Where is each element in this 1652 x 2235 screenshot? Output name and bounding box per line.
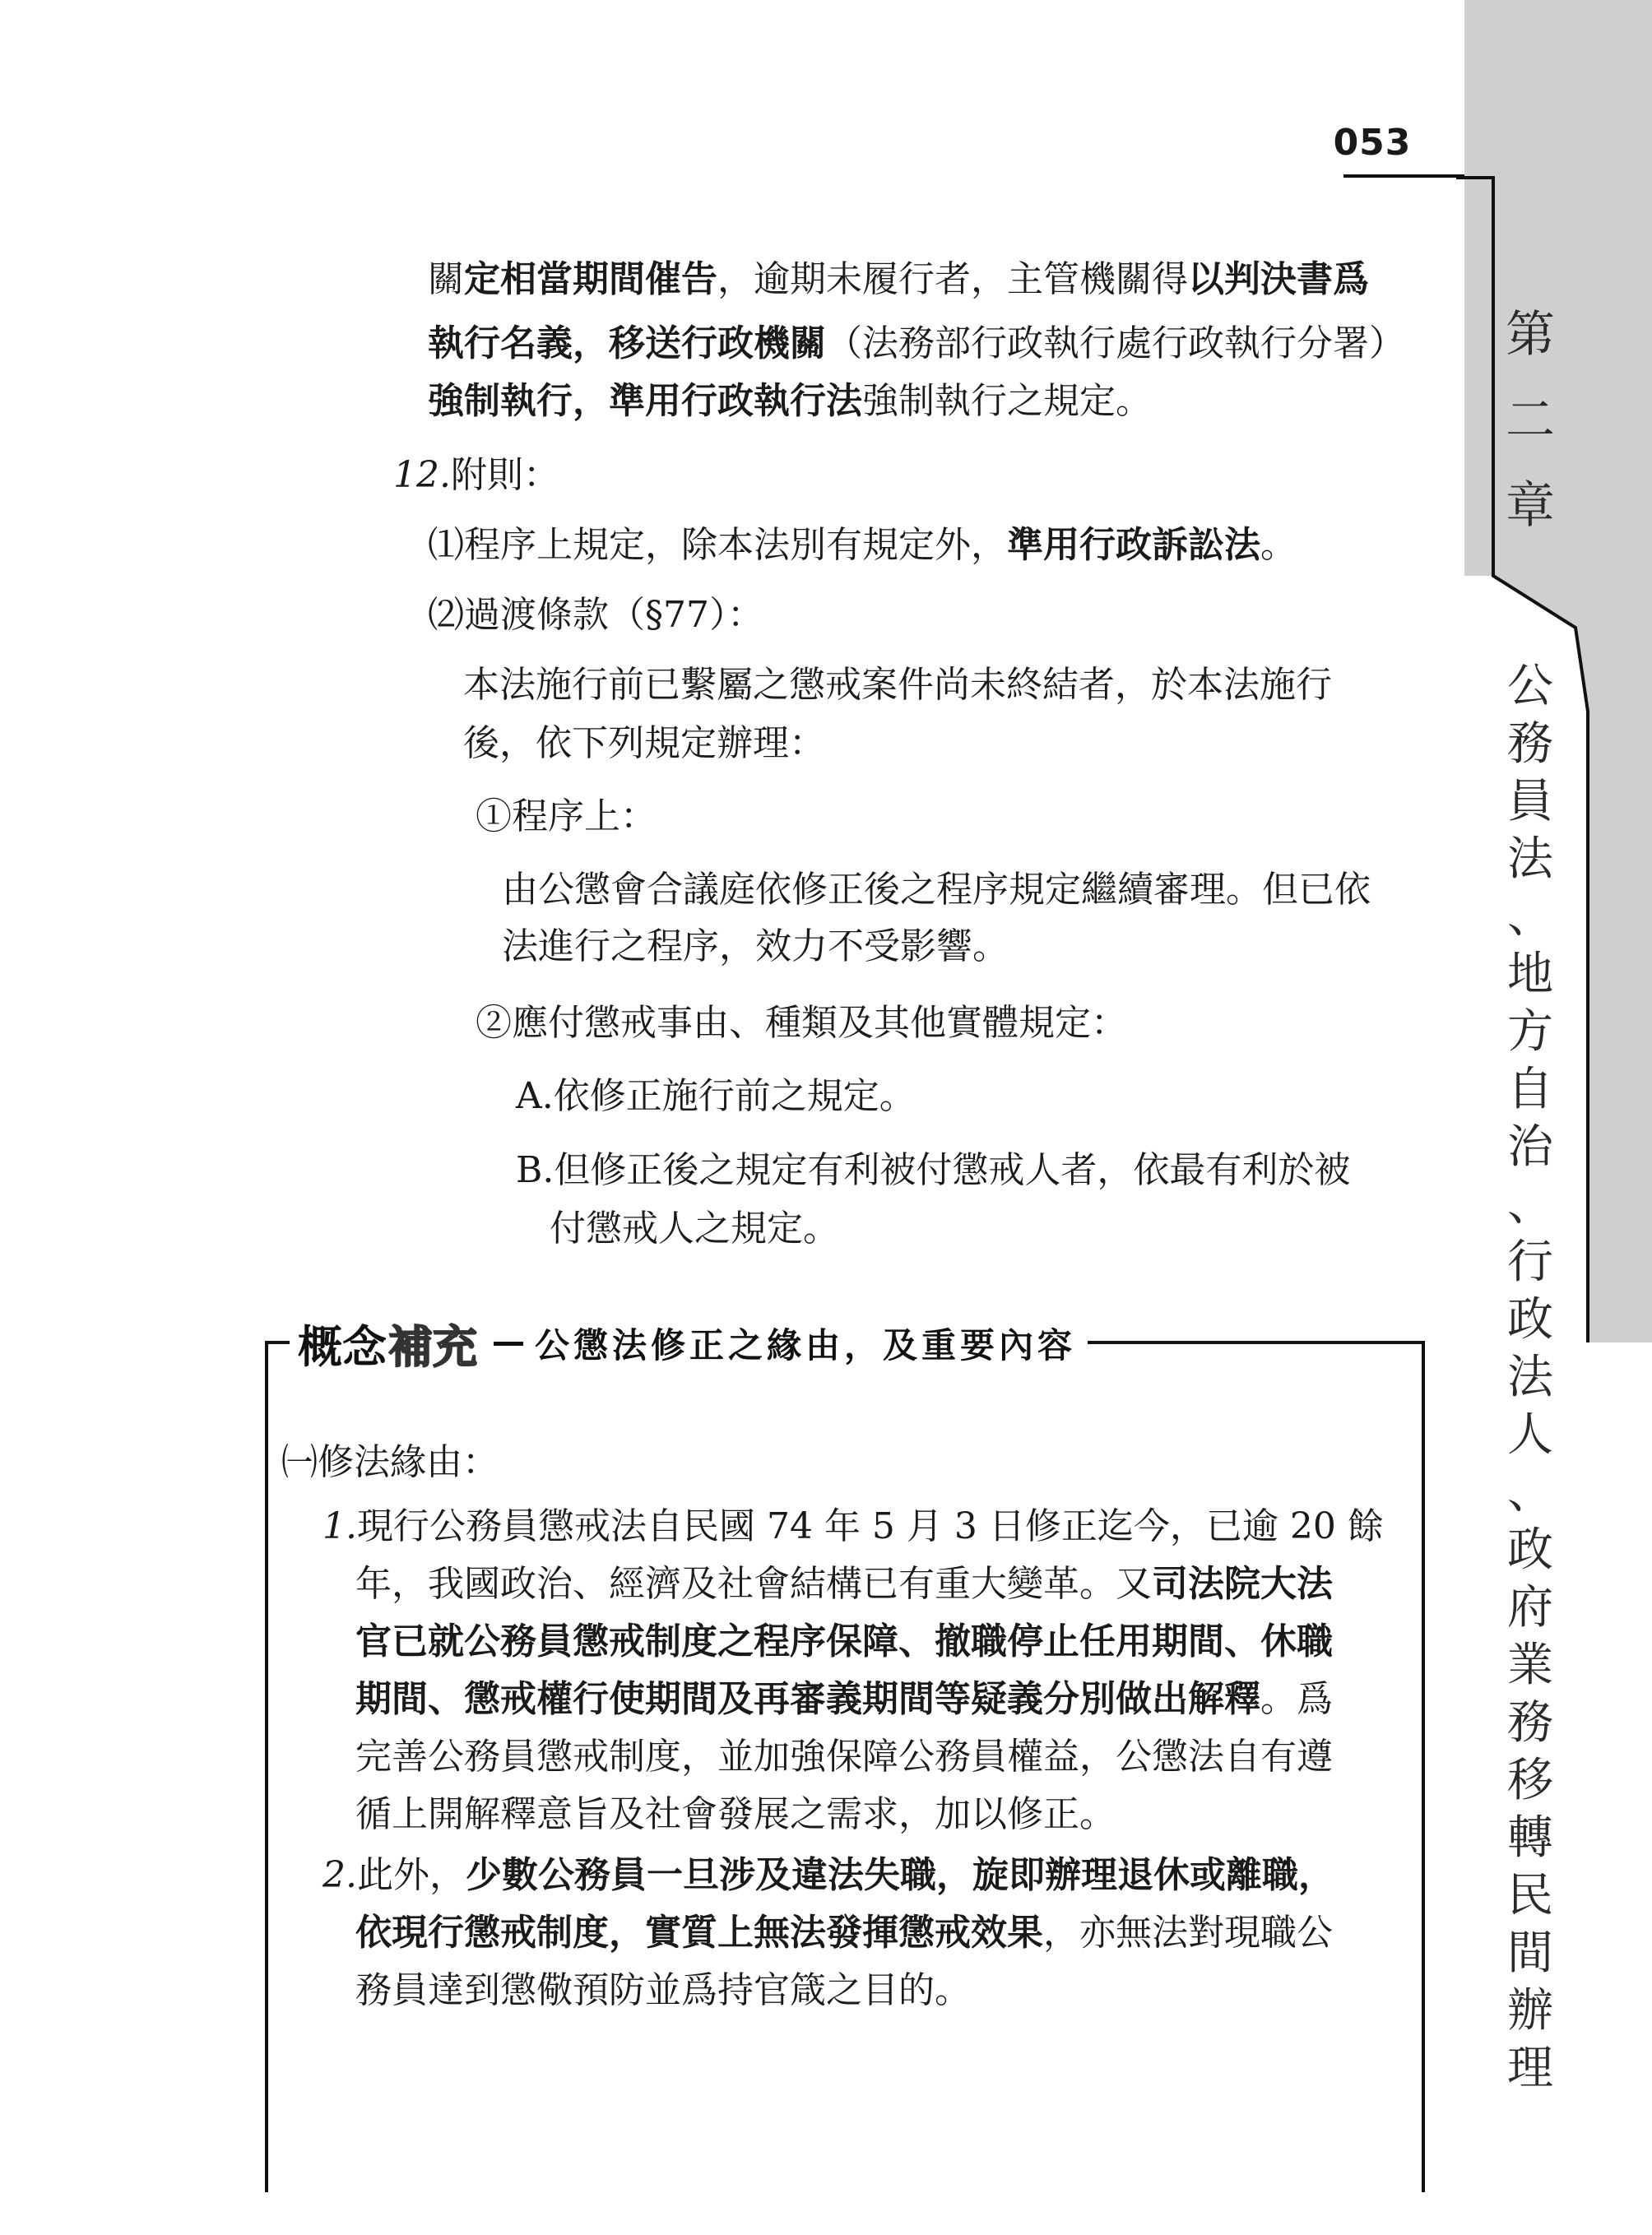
concept-point-2: 2.此外，少數公務員一旦涉及違法失職，旋即辦理退休或離職， bbox=[323, 1854, 1334, 1896]
paragraph-line: 本法施行前已繫屬之懲戒案件尚未終結者，於本法施行 bbox=[463, 664, 1332, 706]
section-char: 府 bbox=[1507, 1581, 1553, 1635]
concept-heading: ㈠修法緣由： bbox=[281, 1441, 499, 1483]
item-b: B.但修正後之規定有利被付懲戒人者，依最有利於被 bbox=[516, 1149, 1351, 1191]
circled-item-1: ①程序上： bbox=[476, 795, 657, 837]
list-item-12: 12.附則： bbox=[393, 454, 559, 496]
section-char: 人 bbox=[1507, 1408, 1553, 1462]
section-char: 間 bbox=[1507, 1927, 1553, 1980]
section-char: 自 bbox=[1507, 1063, 1553, 1116]
paragraph-line: 執行名義，移送行政機關（法務部行政執行處行政執行分署） bbox=[428, 322, 1405, 364]
section-char: 、 bbox=[1507, 1178, 1553, 1231]
section-char: 法 bbox=[1507, 832, 1553, 886]
section-char: 公 bbox=[1507, 660, 1553, 713]
sub-item-1: ⑴程序上規定，除本法別有規定外，準用行政訴訟法。 bbox=[428, 524, 1297, 566]
section-char: 政 bbox=[1507, 1523, 1553, 1577]
paragraph-line: 依現行懲戒制度，實質上無法發揮懲戒效果，亦無法對現職公 bbox=[355, 1912, 1333, 1954]
paragraph-line: 完善公務員懲戒制度，並加強保障公務員權益，公懲法自有遵 bbox=[355, 1736, 1333, 1778]
section-char: 轉 bbox=[1507, 1811, 1553, 1865]
concept-title-supplement: 補充 bbox=[388, 1320, 477, 1373]
paragraph-line: 付懲戒人之規定。 bbox=[550, 1208, 839, 1250]
paragraph-line: 後，依下列規定辦理： bbox=[463, 722, 825, 764]
page-number-rule bbox=[1343, 174, 1467, 178]
section-char: 員 bbox=[1507, 775, 1553, 828]
paragraph-line: 關定相當期間催告，逾期未履行者，主管機關得以判決書爲 bbox=[428, 258, 1369, 300]
section-char: 民 bbox=[1507, 1869, 1553, 1922]
circled-item-2: ②應付懲戒事由、種類及其他實體規定： bbox=[476, 1002, 1127, 1044]
chapter-char: 第 bbox=[1506, 306, 1555, 364]
item-a: A.依修正施行前之規定。 bbox=[516, 1075, 916, 1117]
section-char: 行 bbox=[1507, 1236, 1553, 1289]
paragraph-line: 法進行之程序，效力不受影響。 bbox=[502, 925, 1009, 967]
section-char: 方 bbox=[1507, 1005, 1553, 1059]
sub-item-2: ⑵過渡條款（§77）： bbox=[428, 594, 763, 636]
paragraph-line: 年，我國政治、經濟及社會結構已有重大變革。又司法院大法 bbox=[355, 1563, 1333, 1605]
paragraph-line: 務員達到懲儆預防並爲持官箴之目的。 bbox=[355, 1969, 971, 2011]
section-char: 、 bbox=[1507, 890, 1553, 944]
section-char: 業 bbox=[1507, 1639, 1553, 1692]
concept-title bbox=[290, 1315, 1088, 1372]
page-number: 053 bbox=[1333, 122, 1412, 164]
section-char: 地 bbox=[1507, 948, 1553, 1001]
section-char: 法 bbox=[1507, 1351, 1553, 1404]
section-char: 政 bbox=[1507, 1293, 1553, 1347]
chapter-char: 二 bbox=[1506, 392, 1555, 449]
paragraph-line: 強制執行，準用行政執行法強制執行之規定。 bbox=[428, 380, 1152, 422]
paragraph-line: 循上開解釋意旨及社會發展之需求，加以修正。 bbox=[355, 1793, 1116, 1835]
chapter-label bbox=[1487, 292, 1573, 549]
paragraph-line: 官已就公務員懲戒制度之程序保障、撤職停止任用期間、休職 bbox=[355, 1621, 1333, 1662]
section-char: 務 bbox=[1507, 1696, 1553, 1750]
concept-subtitle: 公懲法修正之緣由，及重要內容 bbox=[535, 1325, 1077, 1366]
section-char: 理 bbox=[1507, 2042, 1553, 2095]
section-char: 治 bbox=[1507, 1120, 1553, 1174]
concept-dash bbox=[494, 1342, 523, 1346]
concept-title-main: 概念 bbox=[298, 1320, 387, 1373]
section-char: 辦 bbox=[1507, 1984, 1553, 2038]
section-label bbox=[1487, 658, 1573, 2098]
section-char: 、 bbox=[1507, 1466, 1553, 1519]
section-char: 移 bbox=[1507, 1754, 1553, 1807]
paragraph-line: 由公懲會合議庭依修正後之程序規定繼續審理。但已依 bbox=[502, 869, 1371, 911]
paragraph-line: 期間、懲戒權行使期間及再審義期間等疑義分別做出解釋。爲 bbox=[355, 1678, 1333, 1720]
concept-point-1: 1.現行公務員懲戒法自民國 74 年 5 月 3 日修正迄今，已逾 20 餘 bbox=[323, 1505, 1384, 1547]
chapter-char: 章 bbox=[1506, 477, 1555, 535]
section-char: 務 bbox=[1507, 717, 1553, 771]
